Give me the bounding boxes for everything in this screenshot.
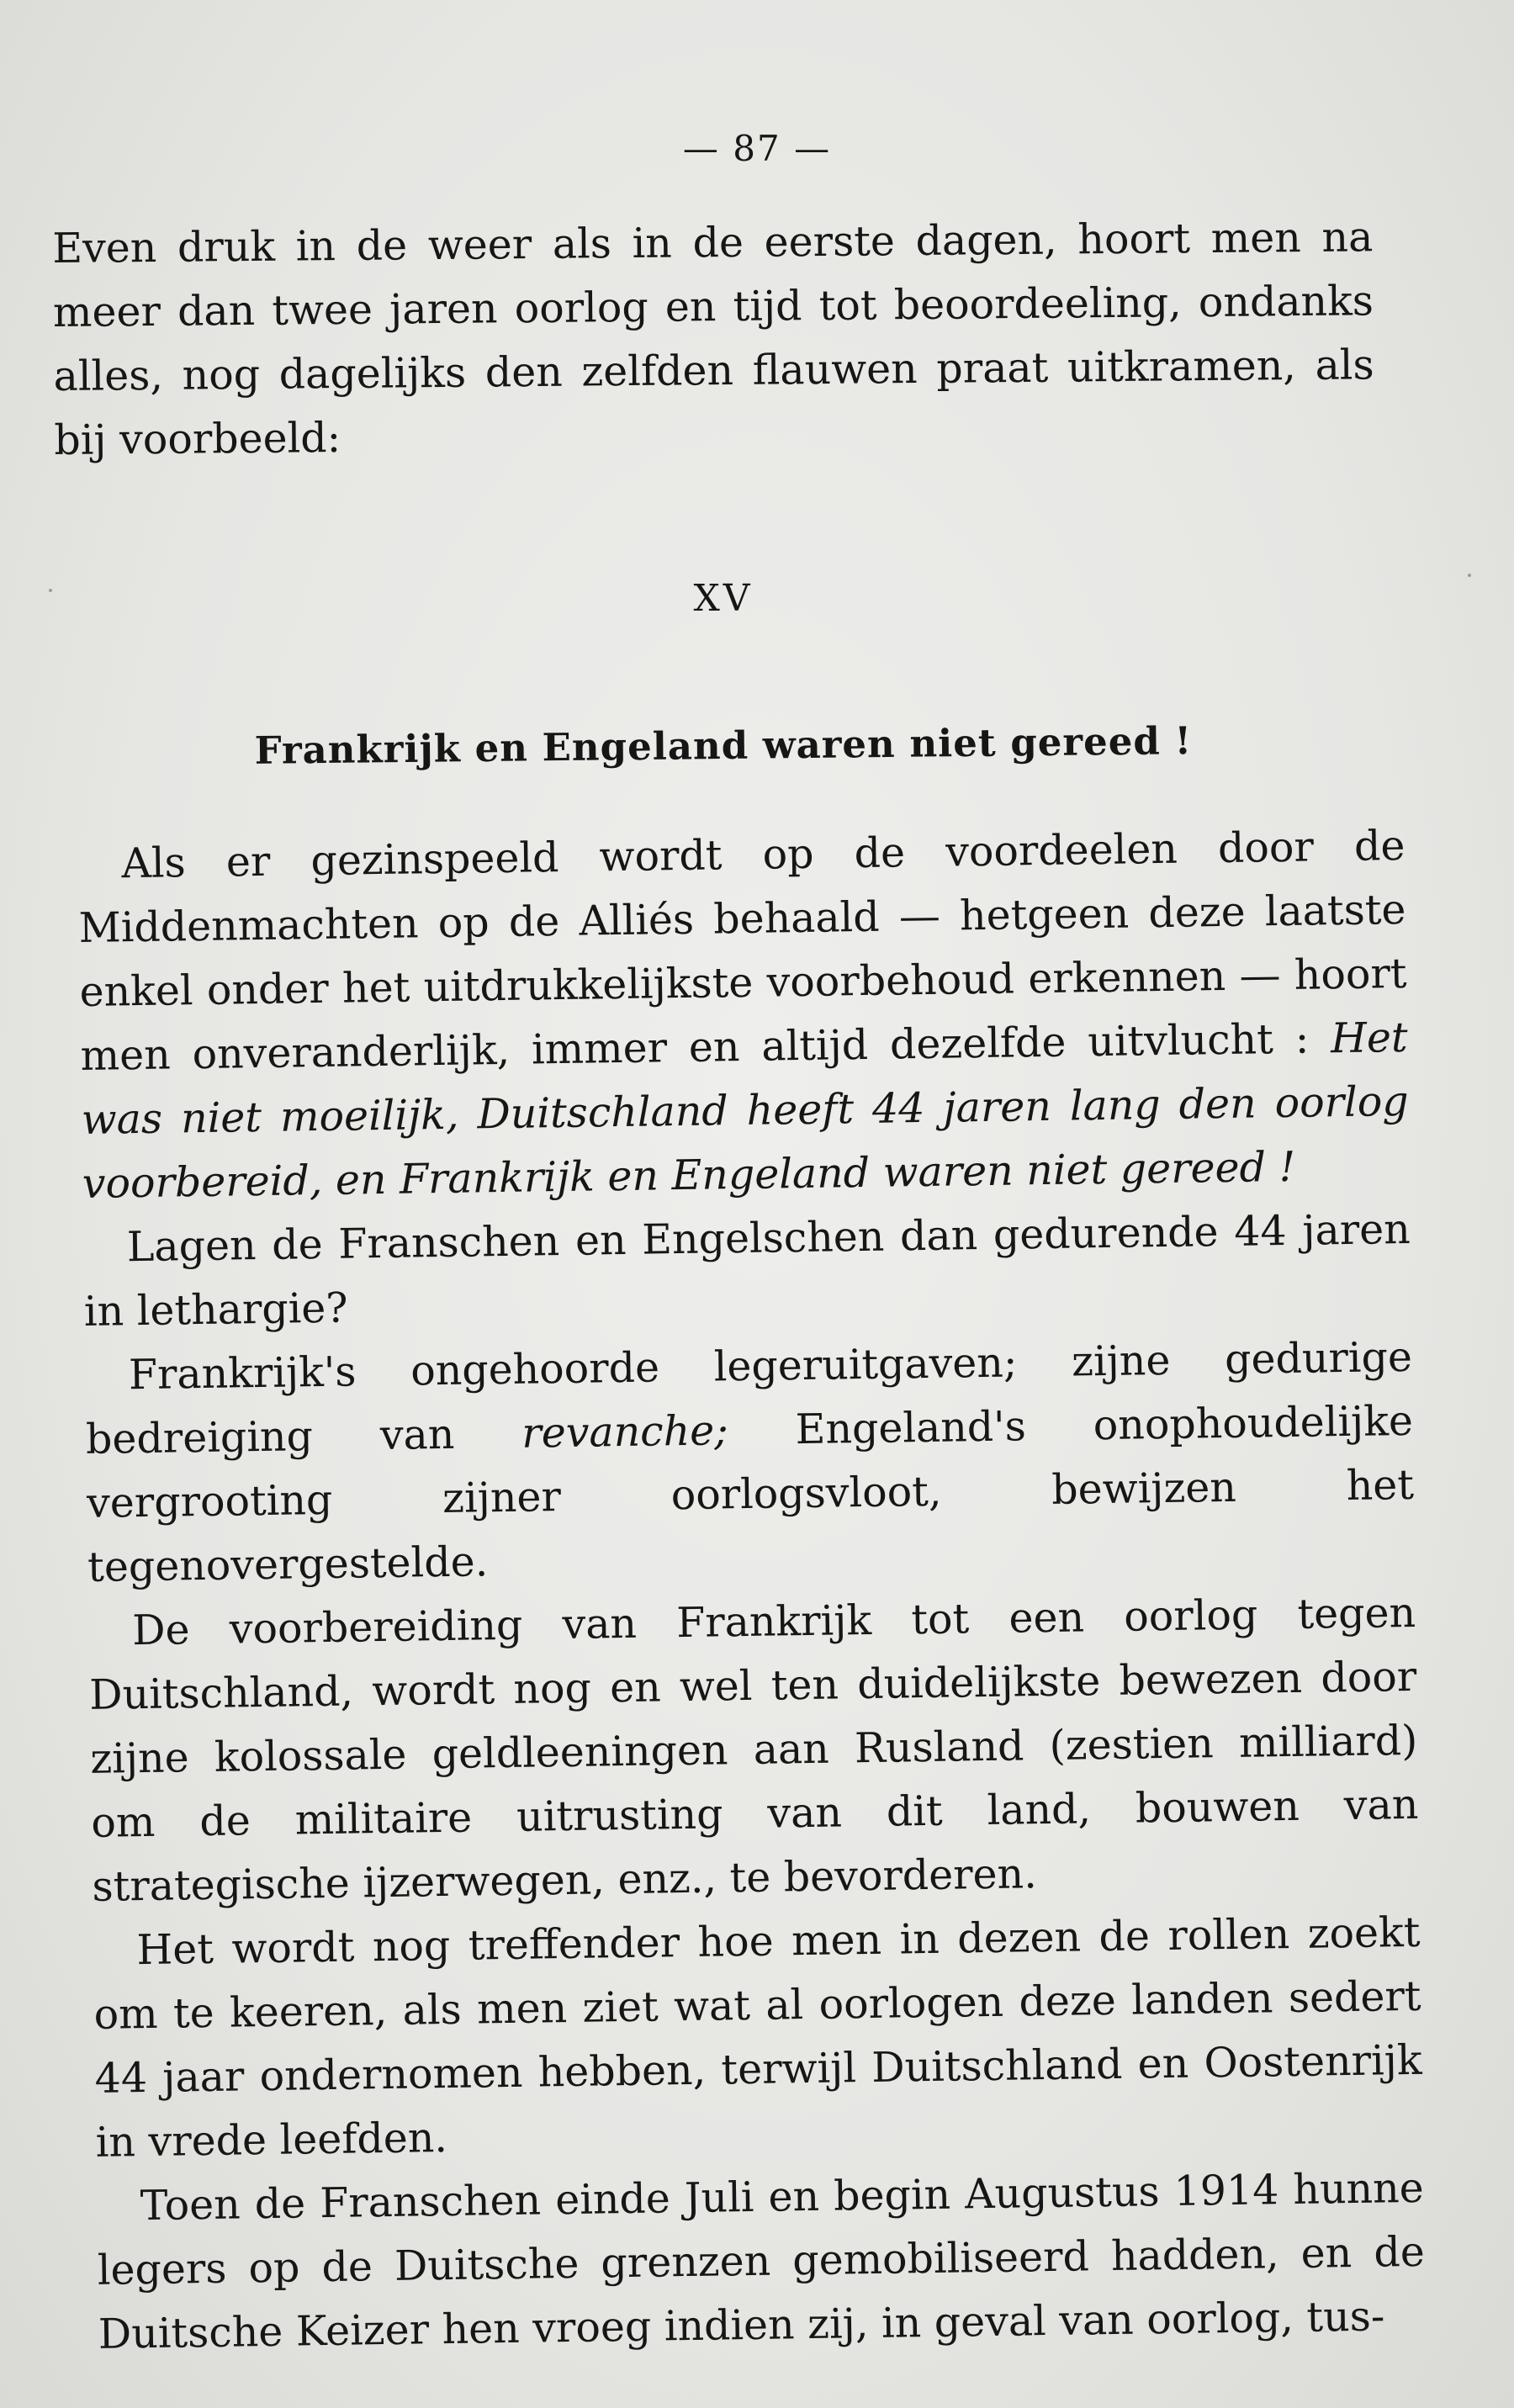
paragraph-text: Als er gezinspeeld wordt op de voordeelen door de Middenmachten op de Alliés behaald — hetgeen deze laatste enkel onder het uitdrukkelijkste voorbehoud erkennen — hoort men onveranderlijk, immer en altijd dezelfde uitvlucht :: [78, 821, 1407, 1080]
paragraph-text: De voorbereiding van Frankrijk tot een oorlog tegen Duitschland, wordt nog en wel ten duidelijkste bewezen door zijne kolossale geldleeningen aan Rusland (zestien milliard) om de militaire uitrusting van dit land, bouwen van strategische ijzerwegen, enz., te bevorderen.: [88, 1588, 1419, 1911]
paragraph: [88, 1581, 1420, 1919]
paragraph: [84, 1326, 1415, 1600]
paragraph-text: Engeland's onophoudelijke vergrooting zijner oorlogsvloot, bewijzen het tegenovergestelde.: [86, 1396, 1415, 1591]
chapter-numeral: XV: [693, 577, 754, 620]
paragraph: [93, 1901, 1423, 2175]
paragraph: [77, 814, 1410, 1216]
paragraph: [96, 2157, 1426, 2367]
paragraph-text: Lagen de Franschen en Engelschen dan gedurende 44 jaren in lethargie?: [83, 1204, 1411, 1336]
paper-speck: [49, 589, 52, 592]
paragraph-text: Het wordt nog treffender hoe men in dezen de rollen zoekt om te keeren, als men ziet wat al oorlogen deze landen sedert 44 jaar ondernomen hebben, terwijl Duitschland en Oostenrijk in vrede leefden.: [93, 1908, 1422, 2167]
paragraph-emphasis: Het was niet moeilijk, Duitschland heeft 44 jaren lang den oorlog voorbereid, en Frankrijk en Engeland waren niet gereed !: [81, 1013, 1410, 1208]
page-number: — 87 —: [682, 128, 832, 169]
paragraph-text: Frankrijk's ongehoorde legeruitgaven; zijne gedurige bedreiging van: [85, 1332, 1413, 1463]
intro-paragraph: Even druk in de weer als in de eerste dagen, hoort men na meer dan twee jaren oorlog en tijd tot beoordeeling, ondanks alles, nog dagelijks den zelfden flauwen praat uitkramen, als bij voorbeeld:: [52, 213, 1374, 464]
paper-speck: [1468, 574, 1471, 577]
paragraph-text: Toen de Franschen einde Juli en begin Augustus 1914 hunne legers op de Duitsche grenzen gemobiliseerd hadden, en de Duitsche Keizer hen vroeg indien zij, in geval van oorlog, tus-: [97, 2163, 1426, 2358]
chapter-title: Frankrijk en Engeland waren niet gereed !: [254, 718, 1193, 773]
chapter-body: [77, 814, 1426, 2367]
paragraph-emphasis: revanche;: [521, 1406, 729, 1458]
paragraph: [82, 1198, 1411, 1344]
